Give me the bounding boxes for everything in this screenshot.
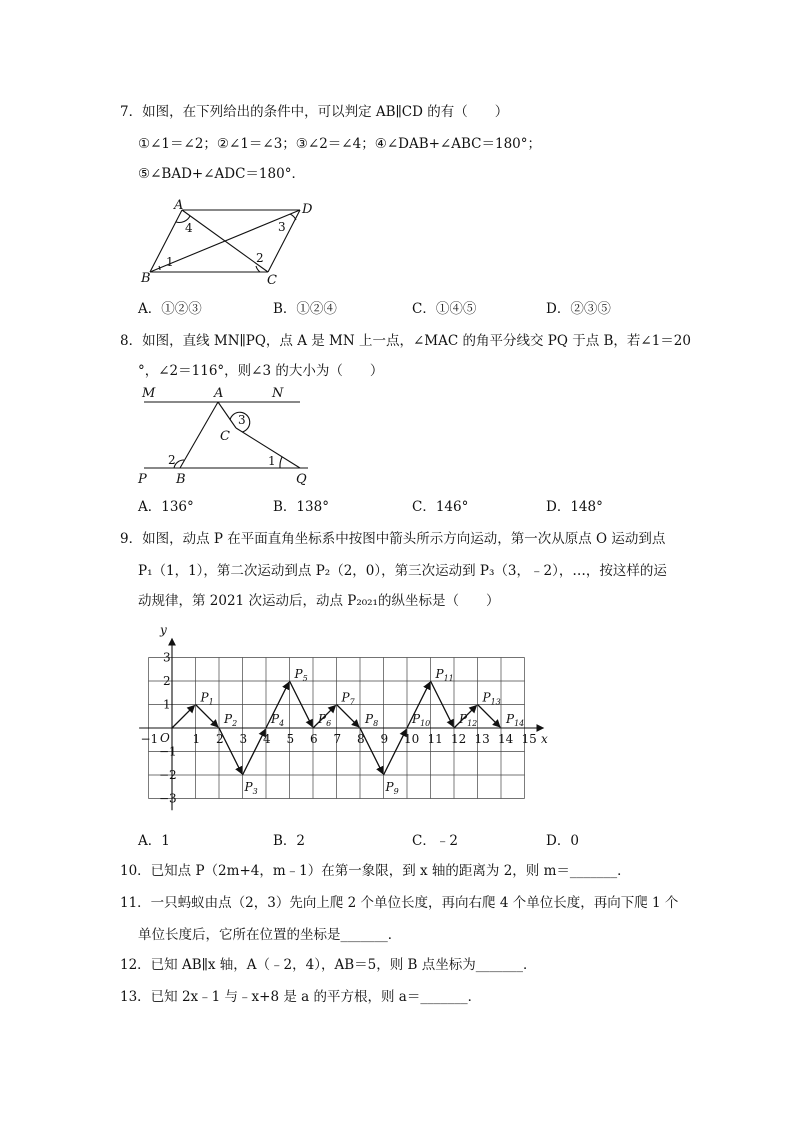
q8-label-Q: Q: [296, 472, 307, 487]
point-label: $P_{14}$: [506, 712, 525, 728]
point-label: $P_{13}$: [482, 690, 501, 707]
x-tick-label: 10: [404, 732, 420, 746]
y-tick-label: 3: [163, 650, 171, 665]
q7-figure: [130, 196, 330, 288]
q7-option-a[interactable]: A．①②③: [138, 301, 202, 317]
q7-label-C: C: [267, 273, 277, 288]
q9-option-c[interactable]: C．﹣2: [412, 833, 458, 849]
x-tick-label: 12: [451, 732, 467, 746]
y-tick-label: 2: [163, 674, 171, 688]
q9-option-d[interactable]: D．0: [546, 833, 579, 849]
q8-label-C: C: [220, 429, 230, 444]
y-tick-label: −3: [159, 791, 177, 806]
q7-label-B: B: [141, 271, 151, 286]
q8-label-M: M: [142, 386, 156, 401]
y-tick-label: −2: [159, 768, 177, 782]
x-tick-label: 2: [216, 732, 224, 746]
path-arrow: [219, 728, 242, 774]
q9-stem-line3: 动规律，第 2021 次运动后，动点 P₂₀₂₁的纵坐标是（ ）: [138, 593, 500, 609]
q8-stem-line1: 8．如图，直线 MN∥PQ，点 A 是 MN 上一点，∠MAC 的角平分线交 PQ 于点 B，若∠1＝20: [120, 333, 691, 349]
q11-text-line2: 单位长度后，它所在位置的坐标是_______．: [138, 927, 402, 943]
x-tick-label: 14: [498, 732, 514, 746]
q9-stem-line2: P₁（1，1），第二次运动到点 P₂（2，0），第三次运动到 P₃（3，﹣2），…，按这样的运: [138, 563, 667, 579]
path-arrow: [172, 706, 194, 728]
path-arrow: [196, 705, 218, 727]
point-label: $P_1$: [200, 690, 214, 707]
x-tick-label: 6: [310, 732, 318, 746]
path-arrow: [360, 728, 383, 774]
q7-label-A: A: [174, 198, 184, 213]
q9-option-a[interactable]: A．1: [138, 833, 170, 849]
q8-option-a[interactable]: A．136°: [138, 499, 194, 515]
path-arrow: [431, 681, 454, 727]
x-tick-label: 15: [521, 732, 537, 746]
y-tick-label: 1: [163, 697, 171, 712]
q12-text: 12．已知 AB∥x 轴，A（﹣2，4），AB＝5，则 B 点坐标为_______．: [120, 957, 537, 973]
q13-text: 13．已知 2x﹣1 与﹣x+8 是 a 的平方根，则 a＝_______．: [120, 989, 482, 1005]
q9-stem-line1: 9．如图，动点 P 在平面直角坐标系中按图中箭头所示方向运动，第一次从原点 O 运动到点: [120, 531, 666, 547]
point-label: $P_{11}$: [435, 667, 454, 683]
x-tick-label: 11: [427, 732, 443, 746]
path-arrow: [478, 705, 500, 727]
q11-text-line1: 11．一只蚂蚁由点（2，3）先向上爬 2 个单位长度，再向右爬 4 个单位长度，再向下爬 1 个: [120, 895, 679, 911]
q8-option-d[interactable]: D．148°: [546, 499, 603, 515]
point-label: $P_9$: [385, 780, 399, 796]
point-label: $P_7$: [341, 690, 355, 707]
q7-option-b[interactable]: B．①②④: [273, 301, 337, 317]
y-tick-label: −1: [159, 744, 177, 759]
point-label: $P_4$: [271, 712, 285, 728]
point-label: $P_5$: [294, 667, 308, 683]
q8-angle-1: 1: [268, 454, 276, 468]
x-tick-label: 9: [380, 732, 389, 746]
point-label: $P_8$: [365, 712, 379, 728]
q7-option-c[interactable]: C．①④⑤: [412, 301, 477, 317]
point-label: $P_3$: [244, 780, 258, 796]
q8-label-B: B: [176, 472, 186, 487]
q9-x-axis-label: x: [540, 732, 548, 746]
q7-angle-1: 1: [166, 255, 174, 269]
x-tick-label: 7: [333, 732, 342, 746]
q8-label-N: N: [272, 386, 284, 401]
q8-option-c[interactable]: C．146°: [412, 499, 469, 515]
q8-label-P: P: [138, 472, 147, 487]
q8-angle-2: 2: [168, 453, 176, 467]
q9-origin-label: O: [160, 731, 170, 745]
q7-stem: 7．如图，在下列给出的条件中，可以判定 AB∥CD 的有（ ）: [120, 104, 509, 120]
q7-angle-2: 2: [256, 251, 264, 265]
q7-angle-3: 3: [278, 220, 286, 234]
point-label: $P_6$: [318, 712, 332, 728]
point-label: $P_{10}$: [412, 712, 431, 728]
x-tick-label: 8: [357, 732, 365, 746]
x-tick-label: 1: [192, 732, 201, 746]
q7-conditions-line2: ⑤∠BAD+∠ADC＝180°．: [138, 166, 305, 182]
point-label: $P_{12}$: [459, 712, 478, 728]
q8-stem-line2: °，∠2＝116°，则∠3 的大小为（ ）: [138, 363, 384, 379]
x-tick-label: −1: [140, 732, 159, 746]
q7-option-d[interactable]: D．②③⑤: [546, 301, 611, 317]
x-tick-label: 13: [474, 732, 490, 746]
path-arrow: [337, 705, 359, 727]
q7-conditions-line1: ①∠1＝∠2；②∠1＝∠3；③∠2＝∠4；④∠DAB+∠ABC＝180°；: [138, 136, 542, 152]
q9-y-axis-label: y: [160, 623, 167, 637]
q7-label-D: D: [302, 202, 313, 217]
q8-label-A: A: [214, 386, 224, 401]
x-tick-label: 4: [263, 732, 271, 746]
q10-text: 10．已知点 P（2m+4，m﹣1）在第一象限，到 x 轴的距离为 2，则 m＝_______．: [120, 863, 631, 879]
x-tick-label: 5: [286, 732, 295, 746]
point-label: $P_2$: [224, 712, 238, 728]
q8-option-b[interactable]: B．138°: [273, 499, 329, 515]
q8-figure: [130, 384, 330, 488]
q9-coordinate-graph: [130, 622, 570, 818]
q8-angle-3: 3: [238, 413, 246, 427]
q7-angle-4: 4: [185, 221, 193, 235]
q9-option-b[interactable]: B．2: [273, 833, 306, 849]
x-tick-label: 3: [239, 732, 248, 746]
path-arrow: [290, 681, 313, 727]
